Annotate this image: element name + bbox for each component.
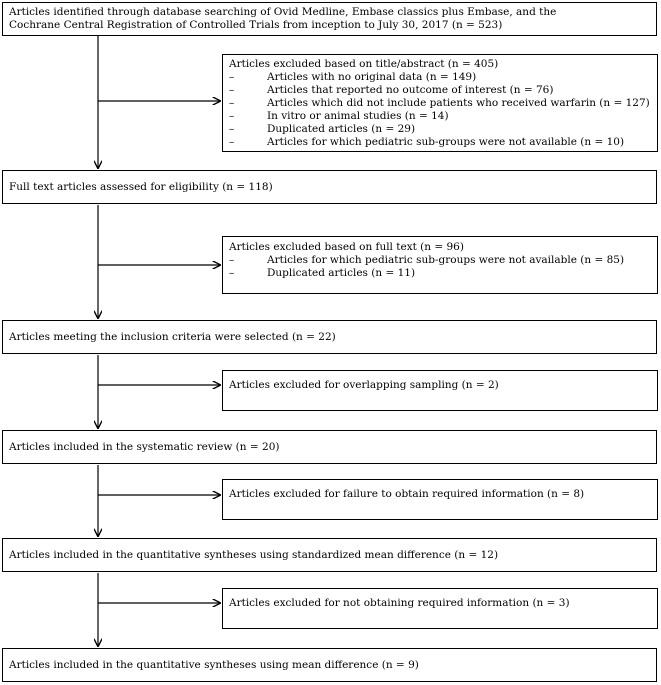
dash-bullet: – — [229, 97, 235, 109]
step-standardized-mean-difference-label: Articles included in the quantitative syntheses using standardized mean difference (n = 12) — [9, 548, 499, 561]
exclusion-full-text — [222, 236, 658, 294]
step-full-text-assessed — [2, 170, 657, 204]
step-standardized-mean-difference — [2, 538, 657, 572]
step-systematic-review — [2, 430, 657, 464]
exclusion-not-obtaining-info-title: Articles excluded for not obtaining required information (n = 3) — [229, 597, 570, 609]
dash-bullet: – — [229, 267, 235, 279]
exclusion-full-text-title: Articles excluded based on full text (n = 96) — [229, 241, 464, 253]
list-item: – Articles that reported no outcome of interest (n = 76) — [229, 84, 554, 96]
dash-bullet: – — [229, 136, 235, 148]
dash-bullet: – — [229, 254, 235, 266]
exclusion-failure-info-title: Articles excluded for failure to obtain required information (n = 8) — [229, 488, 585, 500]
exclusion-title-abstract — [222, 54, 658, 152]
exclusion-not-obtaining-info — [222, 588, 658, 629]
list-item: – Articles which did not include patients who received warfarin (n = 127) — [229, 97, 650, 109]
step-mean-difference — [2, 648, 657, 682]
exclusion-failure-info — [222, 479, 658, 520]
dash-bullet: – — [229, 123, 235, 135]
step-mean-difference-label: Articles included in the quantitative syntheses using mean difference (n = 9) — [9, 658, 419, 671]
step-identified-line2: Cochrane Central Registration of Controlled Trials from inception to July 30, 2017 (n = 523) — [9, 19, 503, 31]
list-item: – Duplicated articles (n = 29) — [229, 123, 416, 135]
exclusion-overlapping-sampling — [222, 370, 658, 411]
list-item: – Articles with no original data (n = 149) — [229, 71, 477, 83]
step-identified — [2, 2, 657, 36]
list-item: – Duplicated articles (n = 11) — [229, 267, 416, 279]
exclusion-title-abstract-title: Articles excluded based on title/abstract (n = 405) — [229, 58, 499, 70]
dash-bullet: – — [229, 84, 235, 96]
list-item: – In vitro or animal studies (n = 14) — [229, 110, 449, 122]
step-identified-line1: Articles identified through database searching of Ovid Medline, Embase classics plus Embase, and the — [9, 6, 557, 18]
list-item: – Articles for which pediatric sub-groups were not available (n = 10) — [229, 136, 625, 148]
list-item: – Articles for which pediatric sub-groups were not available (n = 85) — [229, 254, 625, 266]
exclusion-overlapping-sampling-title: Articles excluded for overlapping sampling (n = 2) — [229, 379, 499, 391]
step-systematic-review-label: Articles included in the systematic review (n = 20) — [9, 440, 280, 453]
step-full-text-assessed-label: Full text articles assessed for eligibility (n = 118) — [9, 180, 273, 193]
dash-bullet: – — [229, 71, 235, 83]
dash-bullet: – — [229, 110, 235, 122]
step-inclusion-criteria — [2, 320, 657, 354]
step-inclusion-criteria-label: Articles meeting the inclusion criteria were selected (n = 22) — [9, 330, 336, 343]
